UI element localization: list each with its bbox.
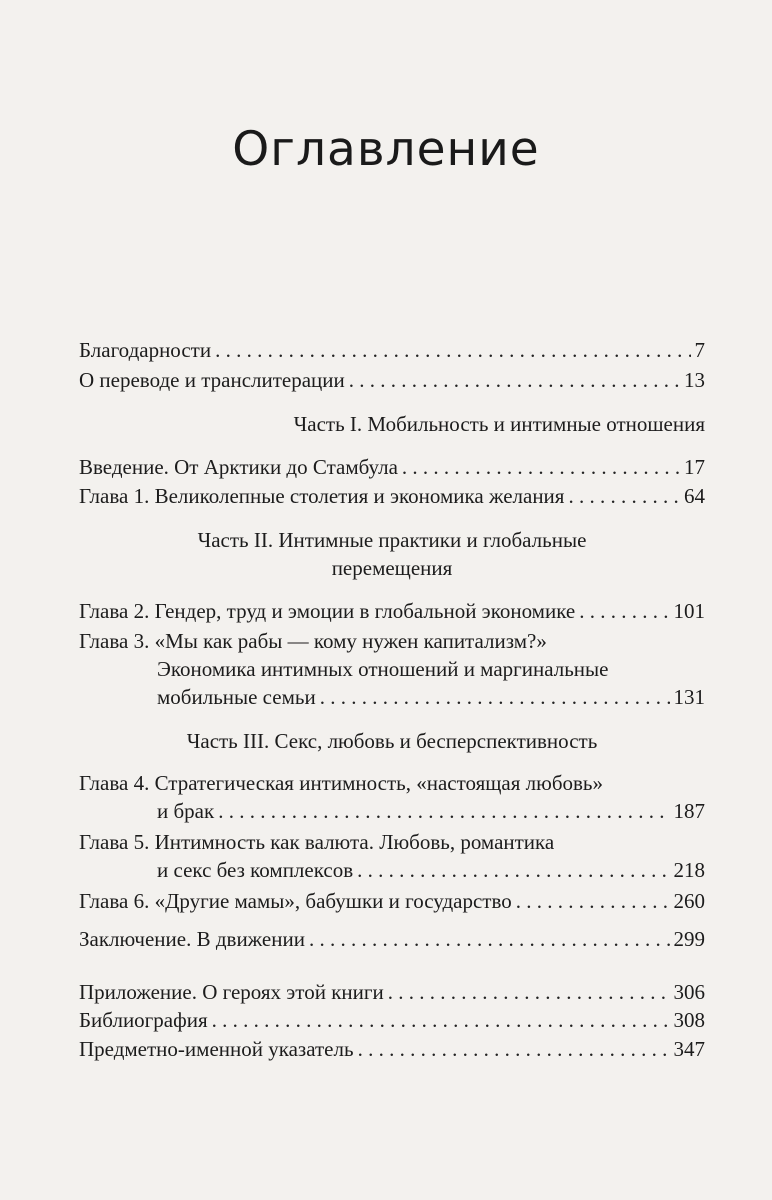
leader-dots [516, 887, 670, 915]
leader-dots [320, 683, 670, 711]
toc-page-number: 7 [694, 338, 705, 362]
toc-part-heading-2-line-1: Часть II. Интимные практики и глобальные [197, 528, 587, 552]
toc-entry-text: Глава 1. Великолепные столетия и экономика желания [79, 484, 565, 508]
toc-entry-conclusion[interactable] [79, 925, 705, 953]
leader-dots [568, 482, 680, 510]
toc-page-number: 308 [673, 1008, 705, 1032]
toc-part-heading-3: Часть III. Секс, любовь и бесперспективность [186, 729, 598, 753]
toc-entry-chapter-5-line-1[interactable]: Глава 5. Интимность как валюта. Любовь, романтика [79, 830, 555, 854]
toc-entry-index[interactable] [79, 1035, 705, 1063]
toc-entry-chapter-4-line-1[interactable]: Глава 4. Стратегическая интимность, «настоящая любовь» [79, 771, 604, 795]
leader-dots [357, 856, 669, 884]
toc-entry-text: Предметно-именной указатель [79, 1037, 354, 1061]
toc-entry-chapter-3[interactable] [79, 683, 705, 711]
toc-page-number: 306 [673, 980, 705, 1004]
leader-dots [349, 366, 680, 394]
toc-part-heading-1: Часть I. Мобильность и интимные отношения [293, 412, 705, 436]
toc-page-number: 299 [673, 927, 705, 951]
leader-dots [215, 336, 690, 364]
toc-entry-appendix[interactable] [79, 978, 705, 1006]
toc-page-number: 260 [673, 889, 705, 913]
toc-entry-bibliography[interactable] [79, 1006, 705, 1034]
toc-entry-text: мобильные семьи [157, 685, 316, 709]
toc-entry-text: Библиография [79, 1008, 208, 1032]
toc-entry-text: и секс без комплексов [157, 858, 354, 882]
toc-entry-chapter-3-line-2[interactable]: Экономика интимных отношений и маргинальные [157, 657, 609, 681]
leader-dots [402, 453, 680, 481]
toc-entry-chapter-4[interactable] [79, 797, 705, 825]
leader-dots [358, 1035, 670, 1063]
toc-entry-chapter-1[interactable] [79, 482, 705, 510]
leader-dots [218, 797, 669, 825]
toc-page-number: 187 [673, 799, 705, 823]
toc-page-number: 218 [673, 858, 705, 882]
toc-entry-chapter-3-line-1[interactable]: Глава 3. «Мы как рабы — кому нужен капитализм?» [79, 629, 547, 653]
toc-entry-chapter-2[interactable] [79, 597, 705, 625]
toc-entry-text: Глава 2. Гендер, труд и эмоции в глобальной экономике [79, 599, 576, 623]
leader-dots [579, 597, 669, 625]
toc-entry-translation-note[interactable] [79, 366, 705, 394]
toc-entry-text: Глава 6. «Другие мамы», бабушки и государство [79, 889, 512, 913]
toc-entry-acknowledgements[interactable] [79, 336, 705, 364]
leader-dots [309, 925, 670, 953]
toc-page-number: 64 [684, 484, 705, 508]
toc-entry-text: Приложение. О героях этой книги [79, 980, 384, 1004]
leader-dots [388, 978, 670, 1006]
toc-entry-chapter-5[interactable] [79, 856, 705, 884]
toc-entry-introduction[interactable] [79, 453, 705, 481]
toc-page-number: 17 [684, 455, 705, 479]
toc-page-number: 13 [684, 368, 705, 392]
toc-entry-text: Введение. От Арктики до Стамбула [79, 455, 398, 479]
toc-entry-chapter-6[interactable] [79, 887, 705, 915]
toc-part-heading-2-line-2: перемещения [331, 556, 453, 580]
page-title: Оглавление [232, 122, 540, 177]
toc-entry-text: Благодарности [79, 338, 212, 362]
toc-page-number: 347 [673, 1037, 705, 1061]
toc-page-number: 101 [673, 599, 705, 623]
leader-dots [212, 1006, 670, 1034]
toc-page-number: 131 [673, 685, 705, 709]
toc-entry-text: Заключение. В движении [79, 927, 305, 951]
toc-entry-text: О переводе и транслитерации [79, 368, 345, 392]
toc-entry-text: и брак [157, 799, 215, 823]
